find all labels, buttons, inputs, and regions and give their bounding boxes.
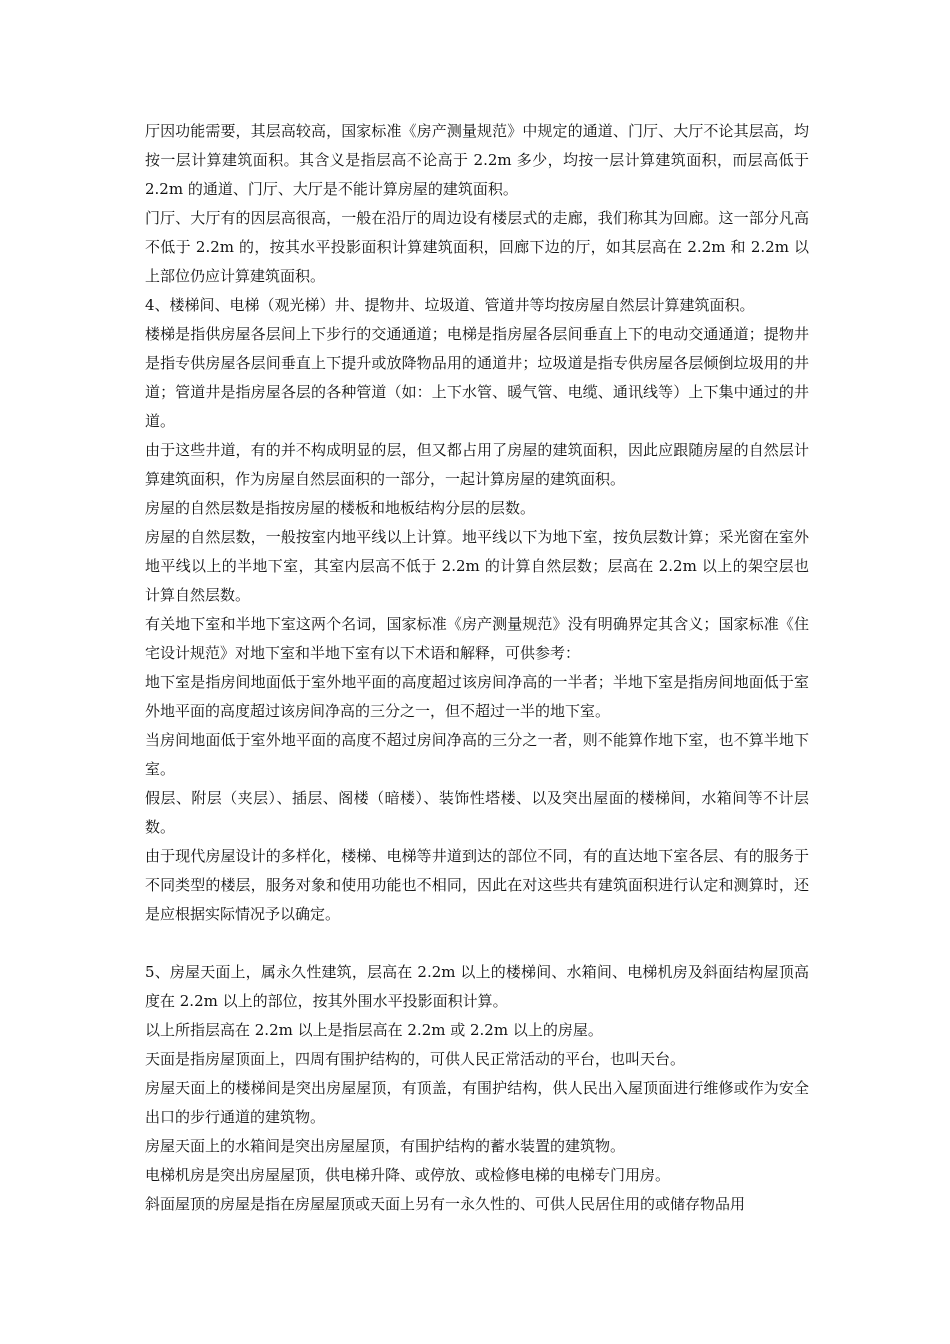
paragraph: 有关地下室和半地下室这两个名词，国家标准《房产测量规范》没有明确界定其含义；国家标准《住宅设计规范》对地下室和半地下室有以下术语和解释，可供参考： [145,615,809,662]
paragraph: 房屋天面上的水箱间是突出房屋屋顶，有围护结构的蓄水装置的建筑物。 [145,1137,626,1155]
document-body [145,117,809,1219]
paragraph: 房屋的自然层数，一般按室内地平线以上计算。地平线以下为地下室，按负层数计算；采光窗在室外地平线以上的半地下室，其室内层高不低于 2.2m 的计算自然层数；层高在 2.2m 以上的架空层也计算自然层数。 [145,528,809,604]
paragraph: 天面是指房屋顶面上，四周有围护结构的，可供人民正常活动的平台，也叫天台。 [145,1050,686,1068]
blank-line [145,929,809,958]
paragraph: 楼梯是指供房屋各层间上下步行的交通通道；电梯是指房屋各层间垂直上下的电动交通通道；提物井是指专供房屋各层间垂直上下提升或放降物品用的通道井；垃圾道是指专供房屋各层倾倒垃圾用的井道；管道井是指房屋各层的各种管道（如：上下水管、暖气管、电缆、通讯线等）上下集中通过的井道。 [145,325,809,430]
paragraph: 由于这些井道，有的并不构成明显的层，但又都占用了房屋的建筑面积，因此应跟随房屋的自然层计算建筑面积，作为房屋自然层面积的一部分，一起计算房屋的建筑面积。 [145,441,809,488]
paragraph: 房屋天面上的楼梯间是突出房屋屋顶，有顶盖，有围护结构，供人民出入屋顶面进行维修或作为安全出口的步行通道的建筑物。 [145,1079,809,1126]
paragraph: 4、楼梯间、电梯（观光梯）井、提物井、垃圾道、管道井等均按房屋自然层计算建筑面积。 [145,296,755,314]
paragraph: 5、房屋天面上，属永久性建筑，层高在 2.2m 以上的楼梯间、水箱间、电梯机房及斜面结构屋顶高度在 2.2m 以上的部位，按其外围水平投影面积计算。 [145,963,809,1010]
paragraph: 房屋的自然层数是指按房屋的楼板和地板结构分层的层数。 [145,499,536,517]
paragraph: 电梯机房是突出房屋屋顶，供电梯升降、或停放、或检修电梯的电梯专门用房。 [145,1166,671,1184]
paragraph: 斜面屋顶的房屋是指在房屋屋顶或天面上另有一永久性的、可供人民居住用的或储存物品用 [145,1195,746,1213]
paragraph: 地下室是指房间地面低于室外地平面的高度超过该房间净高的一半者；半地下室是指房间地面低于室外地平面的高度超过该房间净高的三分之一，但不超过一半的地下室。 [145,673,809,720]
paragraph: 当房间地面低于室外地平面的高度不超过房间净高的三分之一者，则不能算作地下室，也不算半地下室。 [145,731,809,778]
paragraph: 由于现代房屋设计的多样化，楼梯、电梯等井道到达的部位不同，有的直达地下室各层、有的服务于不同类型的楼层，服务对象和使用功能也不相同，因此在对这些共有建筑面积进行认定和测算时，还是应根据实际情况予以确定。 [145,847,809,923]
paragraph: 厅因功能需要，其层高较高，国家标准《房产测量规范》中规定的通道、门厅、大厅不论其层高，均按一层计算建筑面积。其含义是指层高不论高于 2.2m 多少，均按一层计算建筑面积，而层高低于 2.2m 的通道、门厅、大厅是不能计算房屋的建筑面积。 [145,122,809,198]
paragraph: 以上所指层高在 2.2m 以上是指层高在 2.2m 或 2.2m 以上的房屋。 [145,1021,603,1039]
paragraph: 门厅、大厅有的因层高很高，一般在沿厅的周边设有楼层式的走廊，我们称其为回廊。这一部分凡高不低于 2.2m 的，按其水平投影面积计算建筑面积，回廊下边的厅，如其层高在 2.2m 和 2.2m 以上部位仍应计算建筑面积。 [145,209,809,285]
paragraph: 假层、附层（夹层）、插层、阁楼（暗楼）、装饰性塔楼、以及突出屋面的楼梯间，水箱间等不计层数。 [145,789,809,836]
